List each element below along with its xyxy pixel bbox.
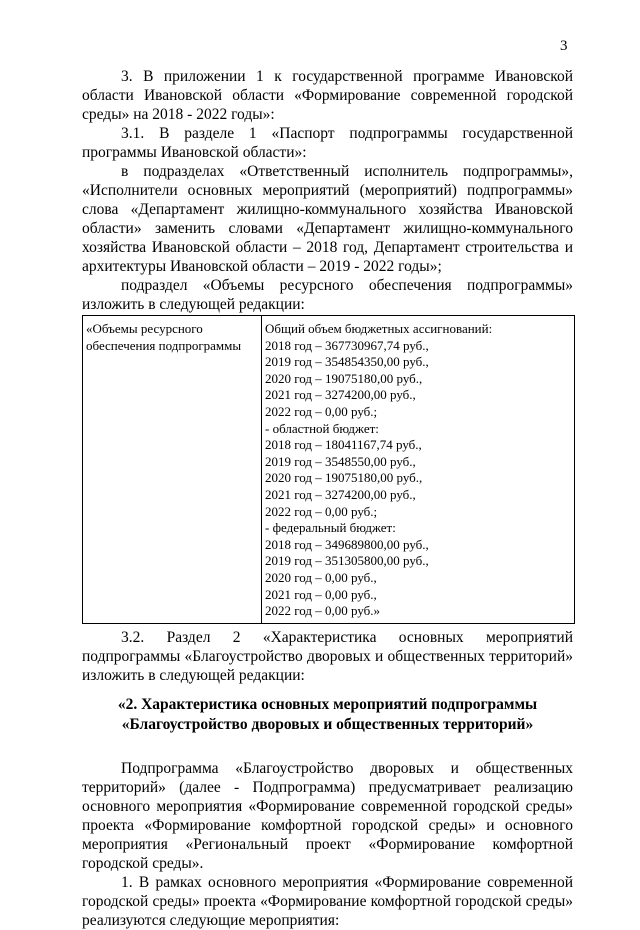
budget-line: 2018 год – 18041167,74 руб.,	[265, 437, 422, 453]
document-body	[82, 67, 573, 930]
budget-line: 2018 год – 349689800,00 руб.,	[265, 536, 429, 552]
budget-line: 2020 год – 19075180,00 руб.,	[265, 470, 423, 486]
page-number: 3	[560, 38, 568, 54]
section-heading-line-1: «2. Характеристика основных мероприятий подпрограммы	[117, 695, 538, 713]
budget-line: 2019 год – 354854350,00 руб.,	[265, 354, 429, 370]
budget-line: 2021 год – 3274200,00 руб.,	[265, 387, 416, 403]
budget-line: 2022 год – 0,00 руб.»	[265, 603, 381, 619]
budget-line: - областной бюджет:	[265, 420, 379, 436]
paragraph-item-1: 1. В рамках основного мероприятия «Формирование современной городской среды» проекта «Формирование комфортной городской среды» реализуются следующие мероприятия:	[82, 873, 573, 929]
section-heading-line-2: «Благоустройство дворовых и общественных территорий»	[121, 715, 534, 733]
paragraph-subsection-volume: подраздел «Объемы ресурсного обеспечения подпрограммы» изложить в следующей редакции:	[82, 277, 573, 313]
budget-line: 2019 год – 3548550,00 руб.,	[265, 453, 416, 469]
budget-line: 2020 год – 19075180,00 руб.,	[265, 370, 423, 386]
budget-line: 2021 год – 0,00 руб.,	[265, 586, 377, 602]
budget-table	[82, 315, 575, 624]
budget-line: 2022 год – 0,00 руб.;	[265, 503, 378, 519]
budget-line: - федеральный бюджет:	[265, 520, 396, 536]
paragraph-program: Подпрограмма «Благоустройство дворовых и общественных территорий» (далее - Подпрограмма) предусматривает реализацию основного мероприятия «Формирование современной городской среды» проекта «Формирование комфортной городской среды» и основного мероприятия «Региональный проект «Формирование комфортной городской среды».	[82, 759, 573, 872]
budget-line: 2021 год – 3274200,00 руб.,	[265, 486, 416, 502]
budget-line: 2022 год – 0,00 руб.;	[265, 403, 378, 419]
spacer	[82, 735, 573, 759]
section-heading	[82, 695, 573, 735]
budget-table-row	[83, 316, 575, 624]
paragraph-item-3-1: 3.1. В разделе 1 «Паспорт подпрограммы государственной программы Ивановской области»:	[82, 125, 573, 161]
paragraph-subsections: в подразделах «Ответственный исполнитель подпрограммы», «Исполнители основных мероприятий (мероприятий) подпрограммы» слова «Департамент жилищно-коммунального хозяйства Ивановской области» заменить словами «Департамент жилищно-коммунального хозяйства Ивановской области – 2018 год, Департамент строительства и архитектуры Ивановской области – 2019 - 2022 годы»;	[82, 163, 573, 275]
budget-line: 2018 год – 367730967,74 руб.,	[265, 337, 429, 353]
budget-line: 2019 год – 351305800,00 руб.,	[265, 553, 429, 569]
budget-line: 2020 год – 0,00 руб.,	[265, 569, 377, 585]
paragraph-item-3: 3. В приложении 1 к государственной программе Ивановской области Ивановской области «Формирование современной городской среды» на 2018 - 2022 годы»:	[82, 68, 573, 123]
budget-table-values-cell	[262, 316, 575, 624]
budget-line: Общий объем бюджетных ассигнований:	[265, 321, 493, 336]
paragraph-item-3-2: 3.2. Раздел 2 «Характеристика основных мероприятий подпрограммы «Благоустройство дворовых и общественных территорий» изложить в следующей редакции:	[82, 628, 573, 684]
budget-table-label-cell: «Объемы ресурсного обеспечения подпрограммы	[83, 316, 262, 624]
